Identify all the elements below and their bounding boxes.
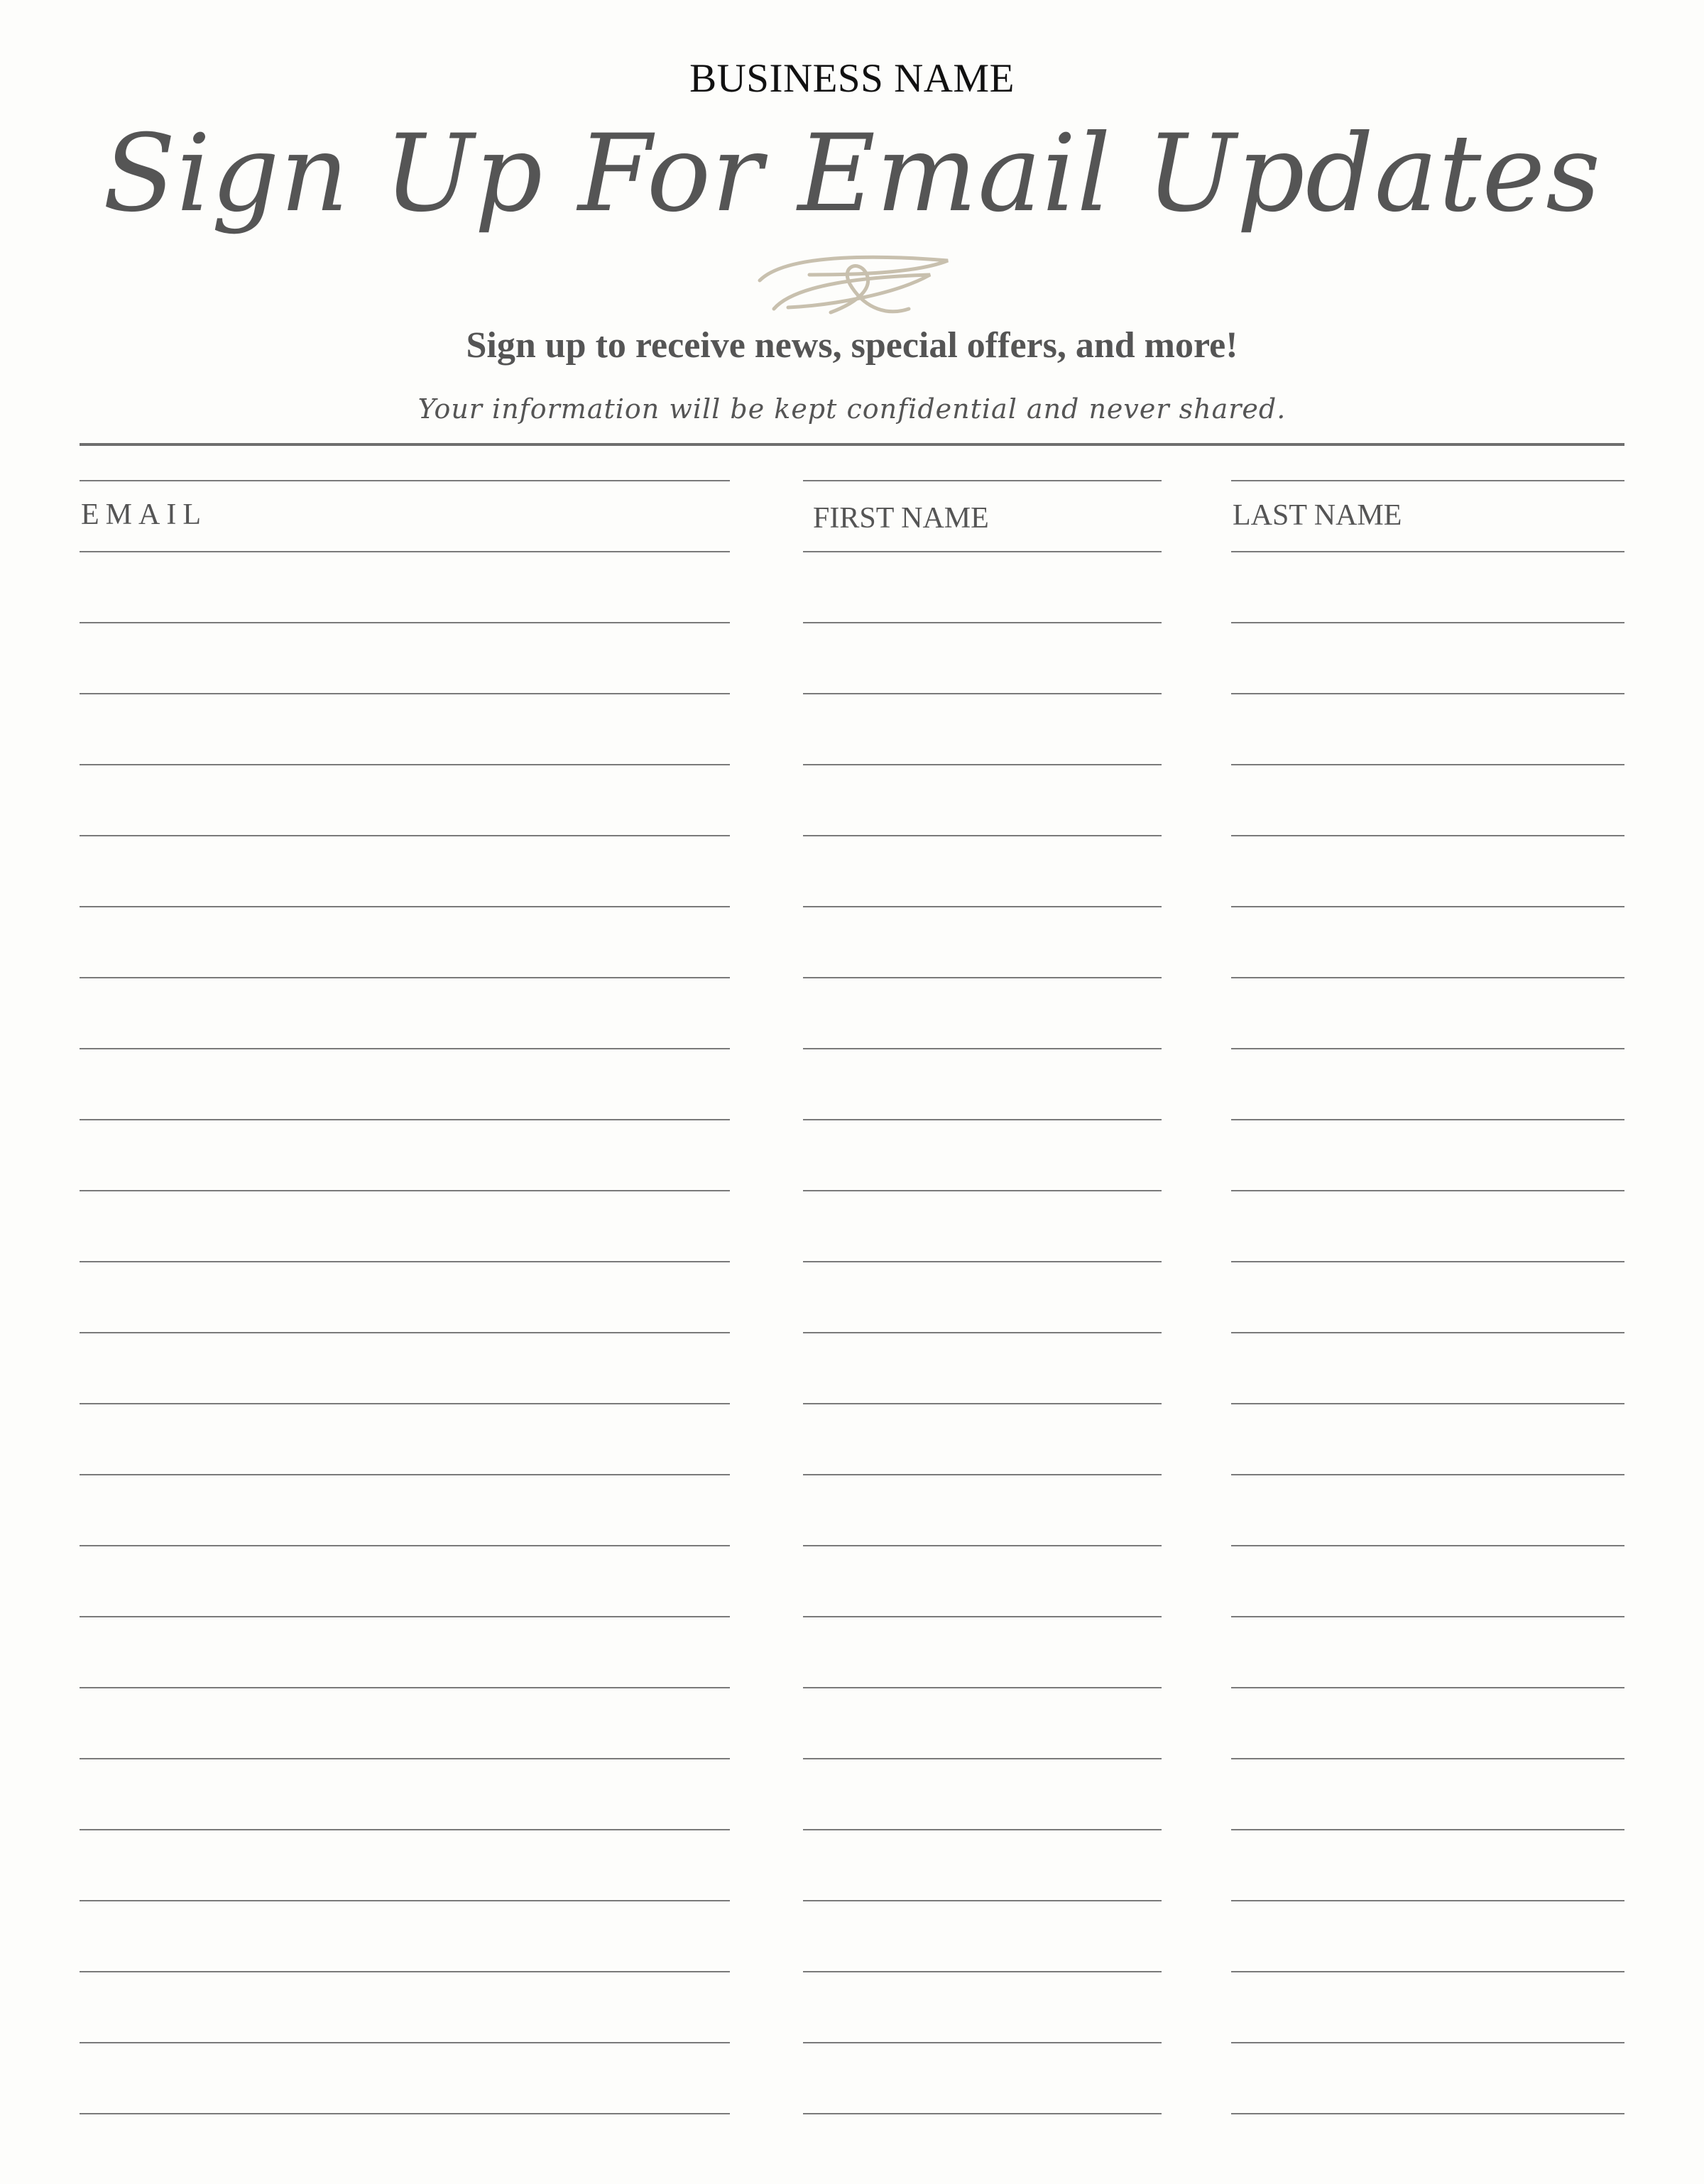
entry-line[interactable] (803, 1971, 1162, 1972)
entry-line[interactable] (1231, 693, 1624, 694)
entry-line[interactable] (803, 1829, 1162, 1830)
business-name: BUSINESS NAME (689, 56, 1015, 101)
entry-line[interactable] (80, 1261, 730, 1262)
entry-line[interactable] (803, 1758, 1162, 1759)
entry-line[interactable] (803, 1900, 1162, 1901)
entry-line[interactable] (80, 1048, 730, 1049)
entry-line[interactable] (80, 693, 730, 694)
entry-line[interactable] (1231, 1332, 1624, 1333)
entry-line[interactable] (80, 1403, 730, 1404)
entry-line[interactable] (1231, 1616, 1624, 1617)
entry-line[interactable] (1231, 1403, 1624, 1404)
entry-line[interactable] (1231, 622, 1624, 623)
subtitle: Sign up to receive news, special offers, and more! (466, 325, 1238, 366)
entry-line[interactable] (80, 906, 730, 907)
entry-line[interactable] (80, 2113, 730, 2114)
entry-line[interactable] (803, 1119, 1162, 1120)
entry-line[interactable] (1231, 764, 1624, 765)
entry-line[interactable] (80, 764, 730, 765)
entry-line[interactable] (803, 1332, 1162, 1333)
entry-line[interactable] (803, 835, 1162, 836)
entry-line[interactable] (80, 1474, 730, 1475)
header-top-line (80, 480, 730, 481)
first-name-column (803, 0, 1162, 2184)
entry-line[interactable] (803, 1545, 1162, 1546)
entry-line[interactable] (80, 1119, 730, 1120)
entry-line[interactable] (80, 1616, 730, 1617)
entry-line[interactable] (1231, 1829, 1624, 1830)
entry-line[interactable] (80, 1687, 730, 1688)
entry-line[interactable] (80, 977, 730, 978)
entry-line[interactable] (803, 2113, 1162, 2114)
entry-line[interactable] (1231, 2113, 1624, 2114)
entry-line[interactable] (80, 622, 730, 623)
entry-line[interactable] (803, 1687, 1162, 1688)
column-header-email: EMAIL (81, 498, 207, 531)
entry-line[interactable] (1231, 1687, 1624, 1688)
page-title: Sign Up For Email Updates (102, 112, 1602, 236)
entry-line[interactable] (80, 1190, 730, 1191)
privacy-note: Your information will be kept confidential and never shared. (417, 393, 1287, 425)
entry-line[interactable] (1231, 906, 1624, 907)
entry-line[interactable] (803, 1403, 1162, 1404)
email-column (80, 0, 730, 2184)
entry-line[interactable] (1231, 1048, 1624, 1049)
entry-line[interactable] (1231, 1545, 1624, 1546)
column-header-last-name: LAST NAME (1233, 499, 1402, 532)
header-bottom-line[interactable] (80, 551, 730, 552)
entry-line[interactable] (1231, 1900, 1624, 1901)
entry-line[interactable] (803, 906, 1162, 907)
entry-line[interactable] (803, 977, 1162, 978)
header-bottom-line[interactable] (1231, 551, 1624, 552)
entry-line[interactable] (1231, 835, 1624, 836)
entry-line[interactable] (1231, 1119, 1624, 1120)
entry-line[interactable] (80, 1332, 730, 1333)
header-top-line (803, 480, 1162, 481)
entry-line[interactable] (80, 1900, 730, 1901)
entry-line[interactable] (803, 693, 1162, 694)
entry-line[interactable] (1231, 1261, 1624, 1262)
entry-line[interactable] (803, 1190, 1162, 1191)
entry-line[interactable] (80, 1829, 730, 1830)
entry-line[interactable] (1231, 1190, 1624, 1191)
entry-line[interactable] (803, 1261, 1162, 1262)
entry-line[interactable] (80, 1758, 730, 1759)
entry-line[interactable] (803, 622, 1162, 623)
entry-line[interactable] (1231, 2042, 1624, 2043)
header-bottom-line[interactable] (803, 551, 1162, 552)
entry-line[interactable] (1231, 1474, 1624, 1475)
entry-line[interactable] (80, 835, 730, 836)
entry-line[interactable] (1231, 1971, 1624, 1972)
entry-line[interactable] (803, 1048, 1162, 1049)
entry-line[interactable] (803, 1616, 1162, 1617)
entry-line[interactable] (1231, 977, 1624, 978)
entry-line[interactable] (803, 764, 1162, 765)
entry-line[interactable] (803, 2042, 1162, 2043)
header-top-line (1231, 480, 1624, 481)
entry-line[interactable] (80, 2042, 730, 2043)
last-name-column (1231, 0, 1624, 2184)
entry-line[interactable] (1231, 1758, 1624, 1759)
entry-line[interactable] (80, 1545, 730, 1546)
entry-line[interactable] (80, 1971, 730, 1972)
column-header-first-name: FIRST NAME (813, 502, 989, 535)
entry-line[interactable] (803, 1474, 1162, 1475)
